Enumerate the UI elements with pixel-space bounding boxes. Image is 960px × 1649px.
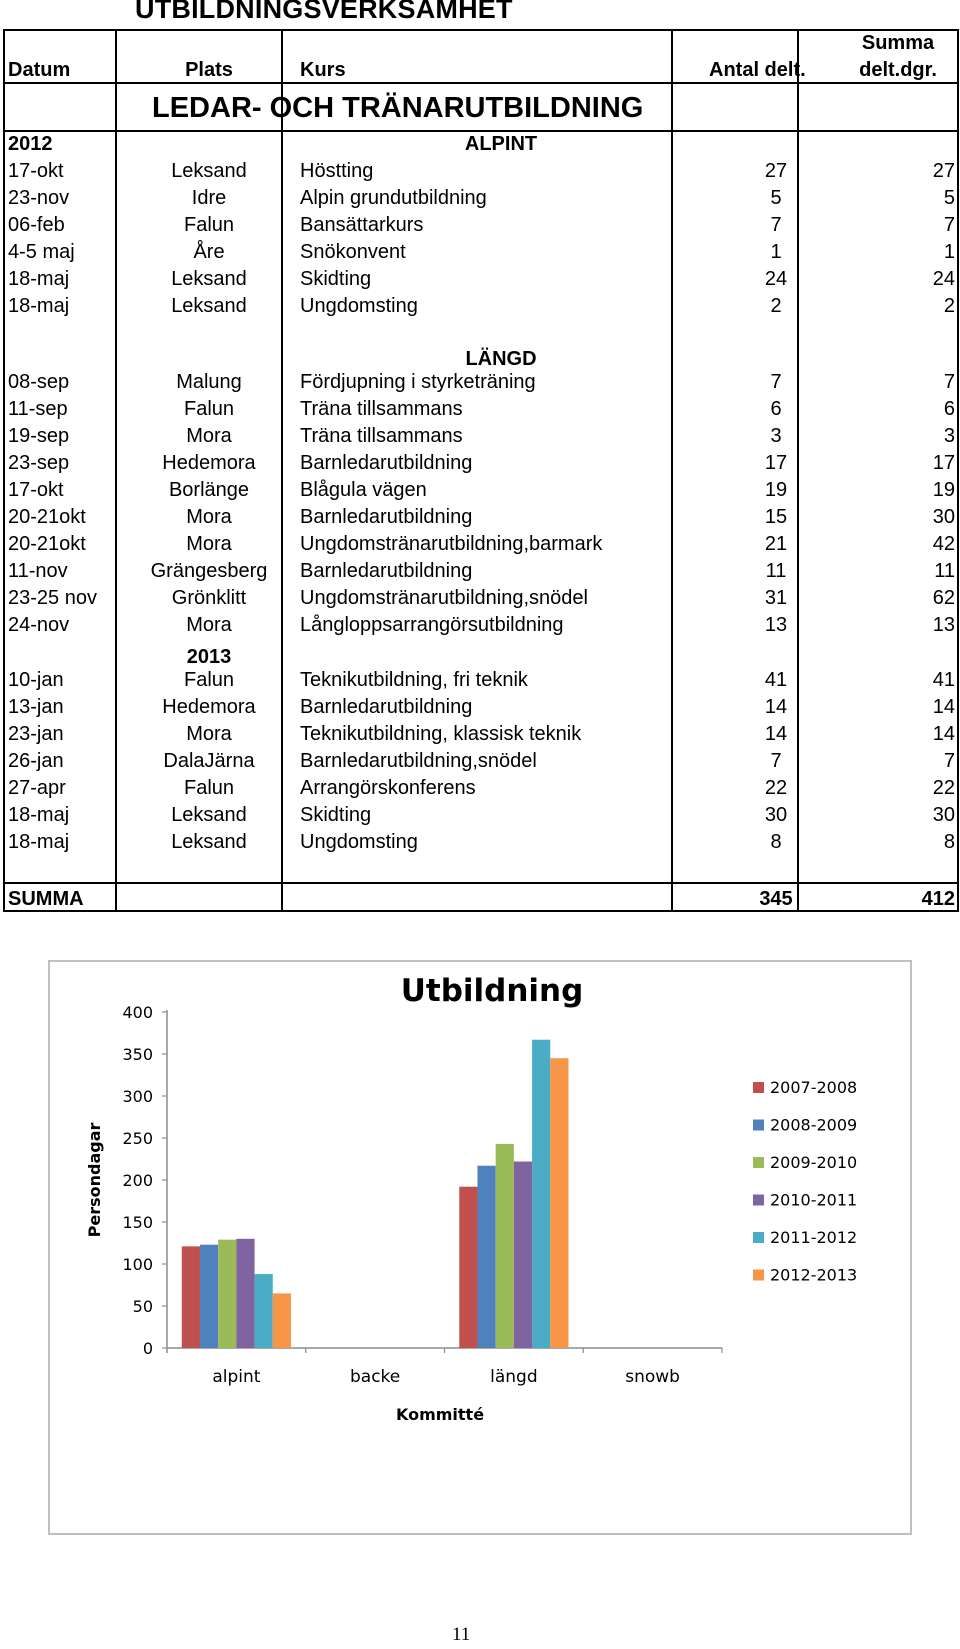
table-cell-kurs: Snökonvent: [300, 241, 406, 263]
table-cell-kurs: Blågula vägen: [300, 479, 427, 501]
bar: [459, 1187, 477, 1348]
table-cell-datum: 18-maj: [8, 831, 70, 853]
table-cell-summa: 24: [932, 268, 955, 290]
y-tick-label: 50: [132, 1297, 153, 1316]
bar: [218, 1240, 236, 1348]
table-cell-antal: 6: [770, 398, 782, 420]
table-cell-plats: Malung: [176, 371, 242, 393]
bar: [550, 1058, 568, 1348]
x-tick-label: alpint: [212, 1367, 261, 1387]
x-tick-label: snowb: [625, 1367, 680, 1387]
table-cell-summa: 19: [932, 479, 955, 501]
table-cell-summa: 22: [932, 777, 955, 799]
chart-canvas: [50, 962, 914, 1537]
legend-label: 2011-2012: [770, 1228, 858, 1247]
legend-label: 2008-2009: [770, 1115, 858, 1135]
y-tick-label: 0: [142, 1339, 153, 1358]
legend-swatch: [753, 1082, 764, 1093]
table-cell-plats: DalaJärna: [163, 750, 255, 772]
y-axis-title: Persondagar: [85, 1122, 104, 1238]
bar: [236, 1239, 254, 1348]
table-cell-kurs: Barnledarutbildning: [300, 506, 473, 528]
table-cell-plats: Mora: [186, 533, 232, 555]
table-cell-summa: 7: [943, 371, 955, 393]
legend-label: 2009-2010: [770, 1153, 858, 1172]
table-cell-datum: 23-sep: [8, 452, 70, 474]
table-cell-summa: 1: [943, 241, 955, 263]
table-cell-datum: 17-okt: [8, 160, 64, 182]
legend-swatch: [753, 1120, 764, 1131]
table-cell-summa: 42: [932, 533, 955, 555]
table-cell-antal: 1: [770, 241, 782, 263]
header-datum: Datum: [8, 59, 71, 81]
table-cell-antal: 7: [770, 371, 782, 393]
bar: [477, 1166, 495, 1348]
table-cell-plats: Falun: [183, 214, 235, 236]
table-cell-plats: Falun: [183, 669, 235, 691]
table-cell-antal: 2: [770, 295, 782, 317]
table-cell-summa: 7: [943, 750, 955, 772]
table-cell-plats: Leksand: [171, 295, 247, 317]
table-cell-plats: Grängesberg: [150, 560, 268, 582]
table-cell-kurs: Långloppsarrangörsutbildning: [300, 614, 564, 636]
table-cell-kurs: Träna tillsammans: [300, 398, 463, 420]
table-cell-datum: 26-jan: [8, 750, 64, 772]
table-cell-plats: Hedemora: [162, 696, 256, 718]
y-tick-label: 350: [122, 1045, 153, 1064]
year-2013: 2013: [186, 646, 232, 668]
table-cell-datum: 17-okt: [8, 479, 64, 501]
header-summa-line1: Summa: [861, 32, 935, 54]
total-antal: 345: [759, 888, 793, 910]
table-cell-summa: 5: [943, 187, 955, 209]
table-cell-summa: 27: [932, 160, 955, 182]
alpint-heading: ALPINT: [464, 133, 538, 155]
bar: [496, 1144, 514, 1348]
bar: [514, 1162, 532, 1348]
table-cell-datum: 19-sep: [8, 425, 70, 447]
table-cell-kurs: Barnledarutbildning: [300, 560, 473, 582]
table-cell-antal: 13: [764, 614, 788, 636]
column-divider: [671, 29, 673, 912]
table-cell-datum: 20-21okt: [8, 533, 86, 555]
table-cell-datum: 23-25 nov: [8, 587, 97, 609]
table-cell-plats: Idre: [191, 187, 227, 209]
table-cell-antal: 31: [764, 587, 788, 609]
table-cell-plats: Mora: [186, 425, 232, 447]
table-cell-kurs: Ungdomsting: [300, 295, 418, 317]
table-cell-antal: 14: [764, 696, 788, 718]
table-cell-plats: Leksand: [171, 831, 247, 853]
bar: [532, 1040, 550, 1348]
table-cell-plats: Leksand: [171, 268, 247, 290]
document-title: UTBILDNINGSVERKSAMHET: [135, 0, 513, 24]
table-cell-datum: 18-maj: [8, 268, 70, 290]
table-cell-datum: 20-21okt: [8, 506, 86, 528]
table-cell-datum: 27-apr: [8, 777, 66, 799]
table-cell-datum: 18-maj: [8, 295, 70, 317]
table-cell-datum: 13-jan: [8, 696, 64, 718]
table-cell-summa: 30: [932, 804, 955, 826]
table-cell-plats: Grönklitt: [171, 587, 247, 609]
table-cell-antal: 5: [770, 187, 782, 209]
table-cell-datum: 18-maj: [8, 804, 70, 826]
table-cell-kurs: Teknikutbildning, fri teknik: [300, 669, 528, 691]
table-cell-kurs: Skidting: [300, 268, 372, 290]
y-tick-label: 200: [122, 1171, 153, 1190]
table-cell-antal: 14: [764, 723, 788, 745]
legend-swatch: [753, 1195, 764, 1206]
y-tick-label: 400: [122, 1003, 153, 1022]
legend-swatch: [753, 1157, 764, 1168]
section-title: LEDAR- OCH TRÄNARUTBILDNING: [152, 92, 644, 124]
table-cell-datum: 23-nov: [8, 187, 70, 209]
legend-label: 2012-2013: [770, 1265, 858, 1285]
table-cell-antal: 7: [770, 214, 782, 236]
header-antal: Antal delt.: [709, 59, 806, 81]
table-cell-kurs: Ungdomstränarutbildning,barmark: [300, 533, 603, 555]
table-cell-datum: 06-feb: [8, 214, 65, 236]
table-cell-antal: 22: [764, 777, 788, 799]
table-cell-datum: 4-5 maj: [8, 241, 75, 263]
table-cell-kurs: Barnledarutbildning,snödel: [300, 750, 537, 772]
table-cell-kurs: Träna tillsammans: [300, 425, 463, 447]
header-summa-line2: delt.dgr.: [859, 59, 937, 81]
langd-heading: LÄNGD: [465, 348, 537, 370]
y-tick-label: 100: [122, 1255, 153, 1274]
table-cell-summa: 14: [932, 696, 955, 718]
table-cell-summa: 30: [932, 506, 955, 528]
table-cell-plats: Mora: [186, 614, 232, 636]
table-cell-summa: 6: [943, 398, 955, 420]
table-cell-antal: 41: [764, 669, 788, 691]
table-cell-datum: 24-nov: [8, 614, 70, 636]
y-tick-label: 250: [122, 1129, 153, 1148]
header-divider: [3, 82, 959, 84]
column-divider: [115, 29, 117, 912]
header-kurs: Kurs: [300, 59, 346, 81]
table-cell-summa: 13: [932, 614, 955, 636]
legend-swatch: [753, 1232, 764, 1243]
table-cell-plats: Leksand: [171, 160, 247, 182]
table-cell-kurs: Skidting: [300, 804, 372, 826]
table-cell-datum: 10-jan: [8, 669, 64, 691]
column-divider: [797, 29, 799, 912]
y-tick-label: 150: [122, 1213, 153, 1232]
table-cell-kurs: Arrangörskonferens: [300, 777, 476, 799]
legend-label: 2007-2008: [770, 1078, 858, 1097]
table-cell-datum: 11-sep: [8, 398, 68, 420]
table-cell-kurs: Alpin grundutbildning: [300, 187, 487, 209]
table-cell-kurs: Höstting: [300, 160, 374, 182]
x-tick-label: backe: [349, 1367, 401, 1387]
table-cell-antal: 30: [764, 804, 788, 826]
page-number: 11: [452, 1624, 471, 1645]
table-cell-summa: 8: [943, 831, 955, 853]
table-cell-summa: 17: [932, 452, 955, 474]
table-cell-summa: 2: [943, 295, 955, 317]
header-plats: Plats: [185, 59, 233, 81]
total-label: SUMMA: [8, 888, 84, 910]
table-cell-summa: 41: [932, 669, 955, 691]
bar: [200, 1245, 218, 1348]
table-cell-kurs: Teknikutbildning, klassisk teknik: [300, 723, 582, 745]
table-cell-antal: 15: [764, 506, 788, 528]
legend-swatch: [753, 1270, 764, 1281]
table-cell-antal: 11: [765, 560, 787, 582]
table-cell-datum: 08-sep: [8, 371, 70, 393]
y-tick-label: 300: [122, 1087, 153, 1106]
table-cell-plats: Hedemora: [162, 452, 256, 474]
table-cell-plats: Mora: [186, 506, 232, 528]
year-2012: 2012: [8, 133, 53, 155]
table-cell-antal: 27: [764, 160, 788, 182]
column-divider: [281, 29, 283, 912]
table-cell-summa: 7: [943, 214, 955, 236]
table-cell-plats: Leksand: [171, 804, 247, 826]
table-cell-summa: 11: [934, 560, 955, 582]
table-cell-plats: Mora: [186, 723, 232, 745]
x-axis-title: Kommitté: [395, 1405, 485, 1424]
table-cell-kurs: Barnledarutbildning: [300, 696, 473, 718]
table-cell-plats: Borlänge: [168, 479, 250, 501]
table-cell-datum: 23-jan: [8, 723, 64, 745]
table-cell-antal: 8: [770, 831, 782, 853]
utbildning-chart: [48, 960, 912, 1535]
table-cell-kurs: Ungdomstränarutbildning,snödel: [300, 587, 588, 609]
legend-label: 2010-2011: [770, 1190, 858, 1210]
table-cell-summa: 14: [932, 723, 955, 745]
table-cell-kurs: Bansättarkurs: [300, 214, 424, 236]
table-cell-summa: 62: [932, 587, 955, 609]
table-cell-summa: 3: [943, 425, 955, 447]
table-cell-antal: 19: [764, 479, 788, 501]
table-cell-antal: 24: [764, 268, 788, 290]
table-cell-datum: 11-nov: [8, 560, 68, 582]
table-cell-antal: 7: [770, 750, 782, 772]
total-divider-top: [3, 882, 959, 884]
table-cell-kurs: Barnledarutbildning: [300, 452, 473, 474]
table-cell-antal: 17: [764, 452, 788, 474]
total-summa: 412: [921, 888, 955, 910]
bar: [255, 1274, 273, 1348]
x-tick-label: längd: [490, 1367, 538, 1387]
table-cell-kurs: Ungdomsting: [300, 831, 418, 853]
table-cell-plats: Falun: [183, 777, 235, 799]
bar: [182, 1246, 200, 1348]
table-cell-plats: Falun: [183, 398, 235, 420]
chart-title: Utbildning: [400, 973, 584, 1009]
table-cell-kurs: Fördjupning i styrketräning: [300, 371, 536, 393]
bar: [273, 1293, 291, 1348]
table-cell-antal: 3: [770, 425, 782, 447]
course-table: [3, 29, 959, 912]
table-cell-plats: Åre: [193, 241, 225, 263]
table-cell-antal: 21: [764, 533, 788, 555]
